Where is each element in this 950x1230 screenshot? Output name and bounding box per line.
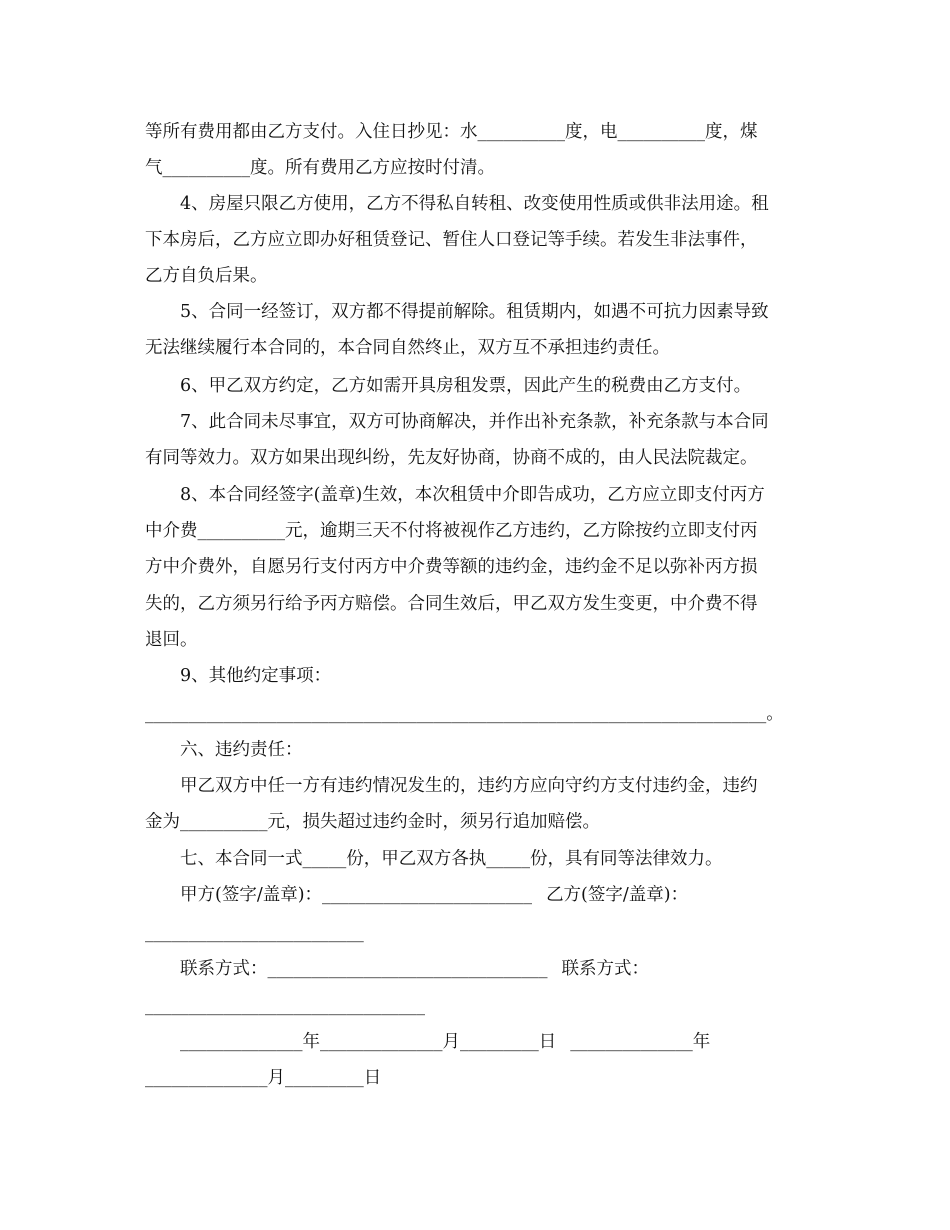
party-b-date-rest: ______________月_________日 [145, 1068, 382, 1088]
text-line: 等所有费用都由乙方支付。入住日抄见：水__________度，电__________度，煤 [145, 122, 758, 142]
clause-9: 9、其他约定事项： [180, 666, 332, 686]
signature-line [180, 883, 688, 907]
date-line [180, 1030, 710, 1054]
blank-line: _________________________ [145, 923, 364, 943]
clause-7: 7、此合同未尽事宜，双方可协商解决，并作出补充条款，补充条款与本合同 [180, 412, 769, 432]
party-a-date: ______________年______________月_________日 [180, 1032, 557, 1052]
clause-8: 8、本合同经签字(盖章)生效，本次租赁中介即告成功，乙方应立即支付丙方 [180, 485, 765, 505]
party-a-signature: 甲方(签字/盖章)：________________________ [180, 885, 533, 905]
contact-line [180, 957, 649, 981]
clause-6: 6、甲乙双方约定，乙方如需开具房租发票，因此产生的税费由乙方支付。 [180, 376, 752, 396]
text-line: 无法继续履行本合同的，本合同自然终止，双方互不承担违约责任。 [145, 338, 670, 358]
section-heading-breach: 六、违约责任： [180, 740, 303, 760]
text-line: 下本房后，乙方应立即办好租赁登记、暂住人口登记等手续。若发生非法事件， [145, 230, 758, 250]
section-heading-copies: 七、本合同一式_____份，甲乙双方各执_____份，具有同等法律效力。 [180, 849, 723, 869]
text-line: 甲乙双方中任一方有违约情况发生的，违约方应向守约方支付违约金，违约 [180, 776, 758, 796]
text-line: 中介费__________元，逾期三天不付将被视作乙方违约，乙方除按约立即支付丙 [145, 521, 758, 541]
blank-line: _______________________________________________________________________。 [145, 704, 784, 724]
text-line: 失的，乙方须另行给予丙方赔偿。合同生效后，甲乙双方发生变更，中介费不得 [145, 594, 758, 614]
text-line: 乙方自负后果。 [145, 266, 268, 286]
text-line: 金为__________元，损失超过违约金时，须另行追加赔偿。 [145, 812, 600, 832]
party-b-contact-label: 联系方式： [561, 959, 649, 979]
party-b-date-year: ______________年 [570, 1032, 711, 1052]
clause-5: 5、合同一经签订，双方都不得提前解除。租赁期内，如遇不可抗力因素导致 [180, 302, 769, 322]
party-a-contact: 联系方式：________________________________ [180, 959, 548, 979]
blank-line: ________________________________ [145, 996, 425, 1016]
text-line: 有同等效力。双方如果出现纠纷，先友好协商，协商不成的，由人民法院裁定。 [145, 448, 758, 468]
party-b-signature-label: 乙方(签字/盖章)： [546, 885, 689, 905]
text-line: 退回。 [145, 630, 198, 650]
text-line: 方中介费外，自愿另行支付丙方中介费等额的违约金，违约金不足以弥补丙方损 [145, 557, 758, 577]
clause-4: 4、房屋只限乙方使用，乙方不得私自转租、改变使用性质或供非法用途。租 [180, 194, 769, 214]
text-line: 气__________度。所有费用乙方应按时付清。 [145, 158, 495, 178]
